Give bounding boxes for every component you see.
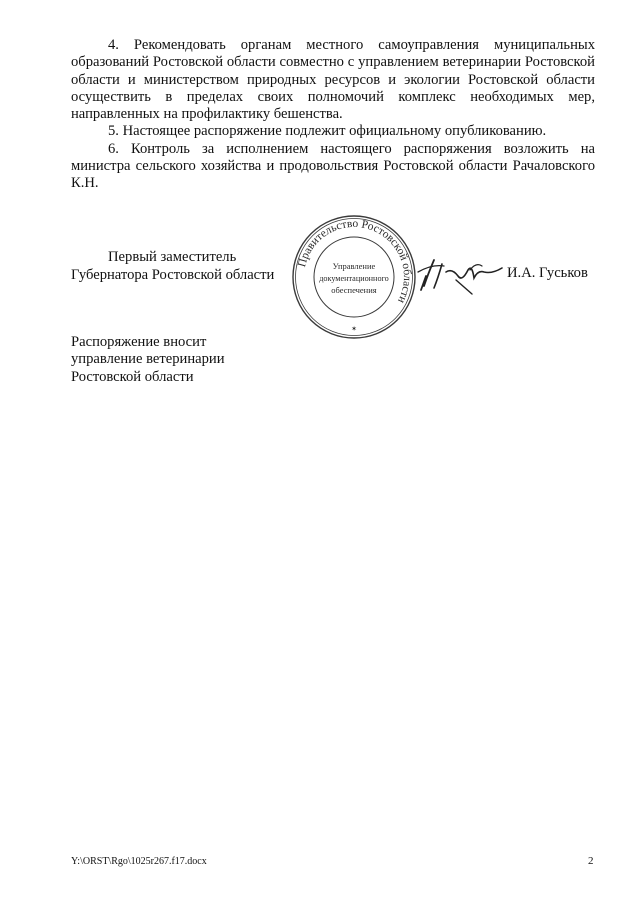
signatory-position-line2: Губернатора Ростовской области [71,266,275,283]
footer-page-number: 2 [588,855,594,867]
paragraph-6: 6. Контроль за исполнением настоящего распоряжения возложить на министра сельского хозяйства и продовольствия Ростовской области Рачаловского К.Н. [71,140,595,192]
document-body [71,37,595,193]
handwritten-signature-icon [412,250,506,296]
signatory-position-line1: Первый заместитель [108,249,237,265]
stamp-center-line2: документационного [319,274,389,283]
paragraph-5: 5. Настоящее распоряжение подлежит официальному опубликованию. [108,123,547,140]
submitted-by-block [71,334,225,386]
official-stamp-icon [290,213,418,341]
stamp-ring-text: Правительство Ростовской области [296,217,414,306]
signatory-name: И.А. Гуськов [507,265,588,281]
paragraph-4: 4. Рекомендовать органам местного самоуправления муниципальных образований Ростовской области совместно с управлением ветеринарии Ростовской области и министерством природных ресурсов и экологии Ростовской области осуществить в пределах своих полномочий комплекс необходимых мер, направленных на профилактику бешенства. [71,37,595,123]
stamp-center-line3: обеспечения [331,285,377,295]
submitted-by-line1: Распоряжение вносит [71,334,207,350]
stamp-star-icon: ✶ [351,325,357,333]
submitted-by-line3: Ростовской области [71,368,194,385]
stamp-center-line1: Управление [332,261,376,271]
signatory-position [71,249,274,284]
submitted-by-line2: управление ветеринарии [71,351,225,368]
footer-file-path: Y:\ORST\Rgo\1025r267.f17.docx [71,856,207,867]
